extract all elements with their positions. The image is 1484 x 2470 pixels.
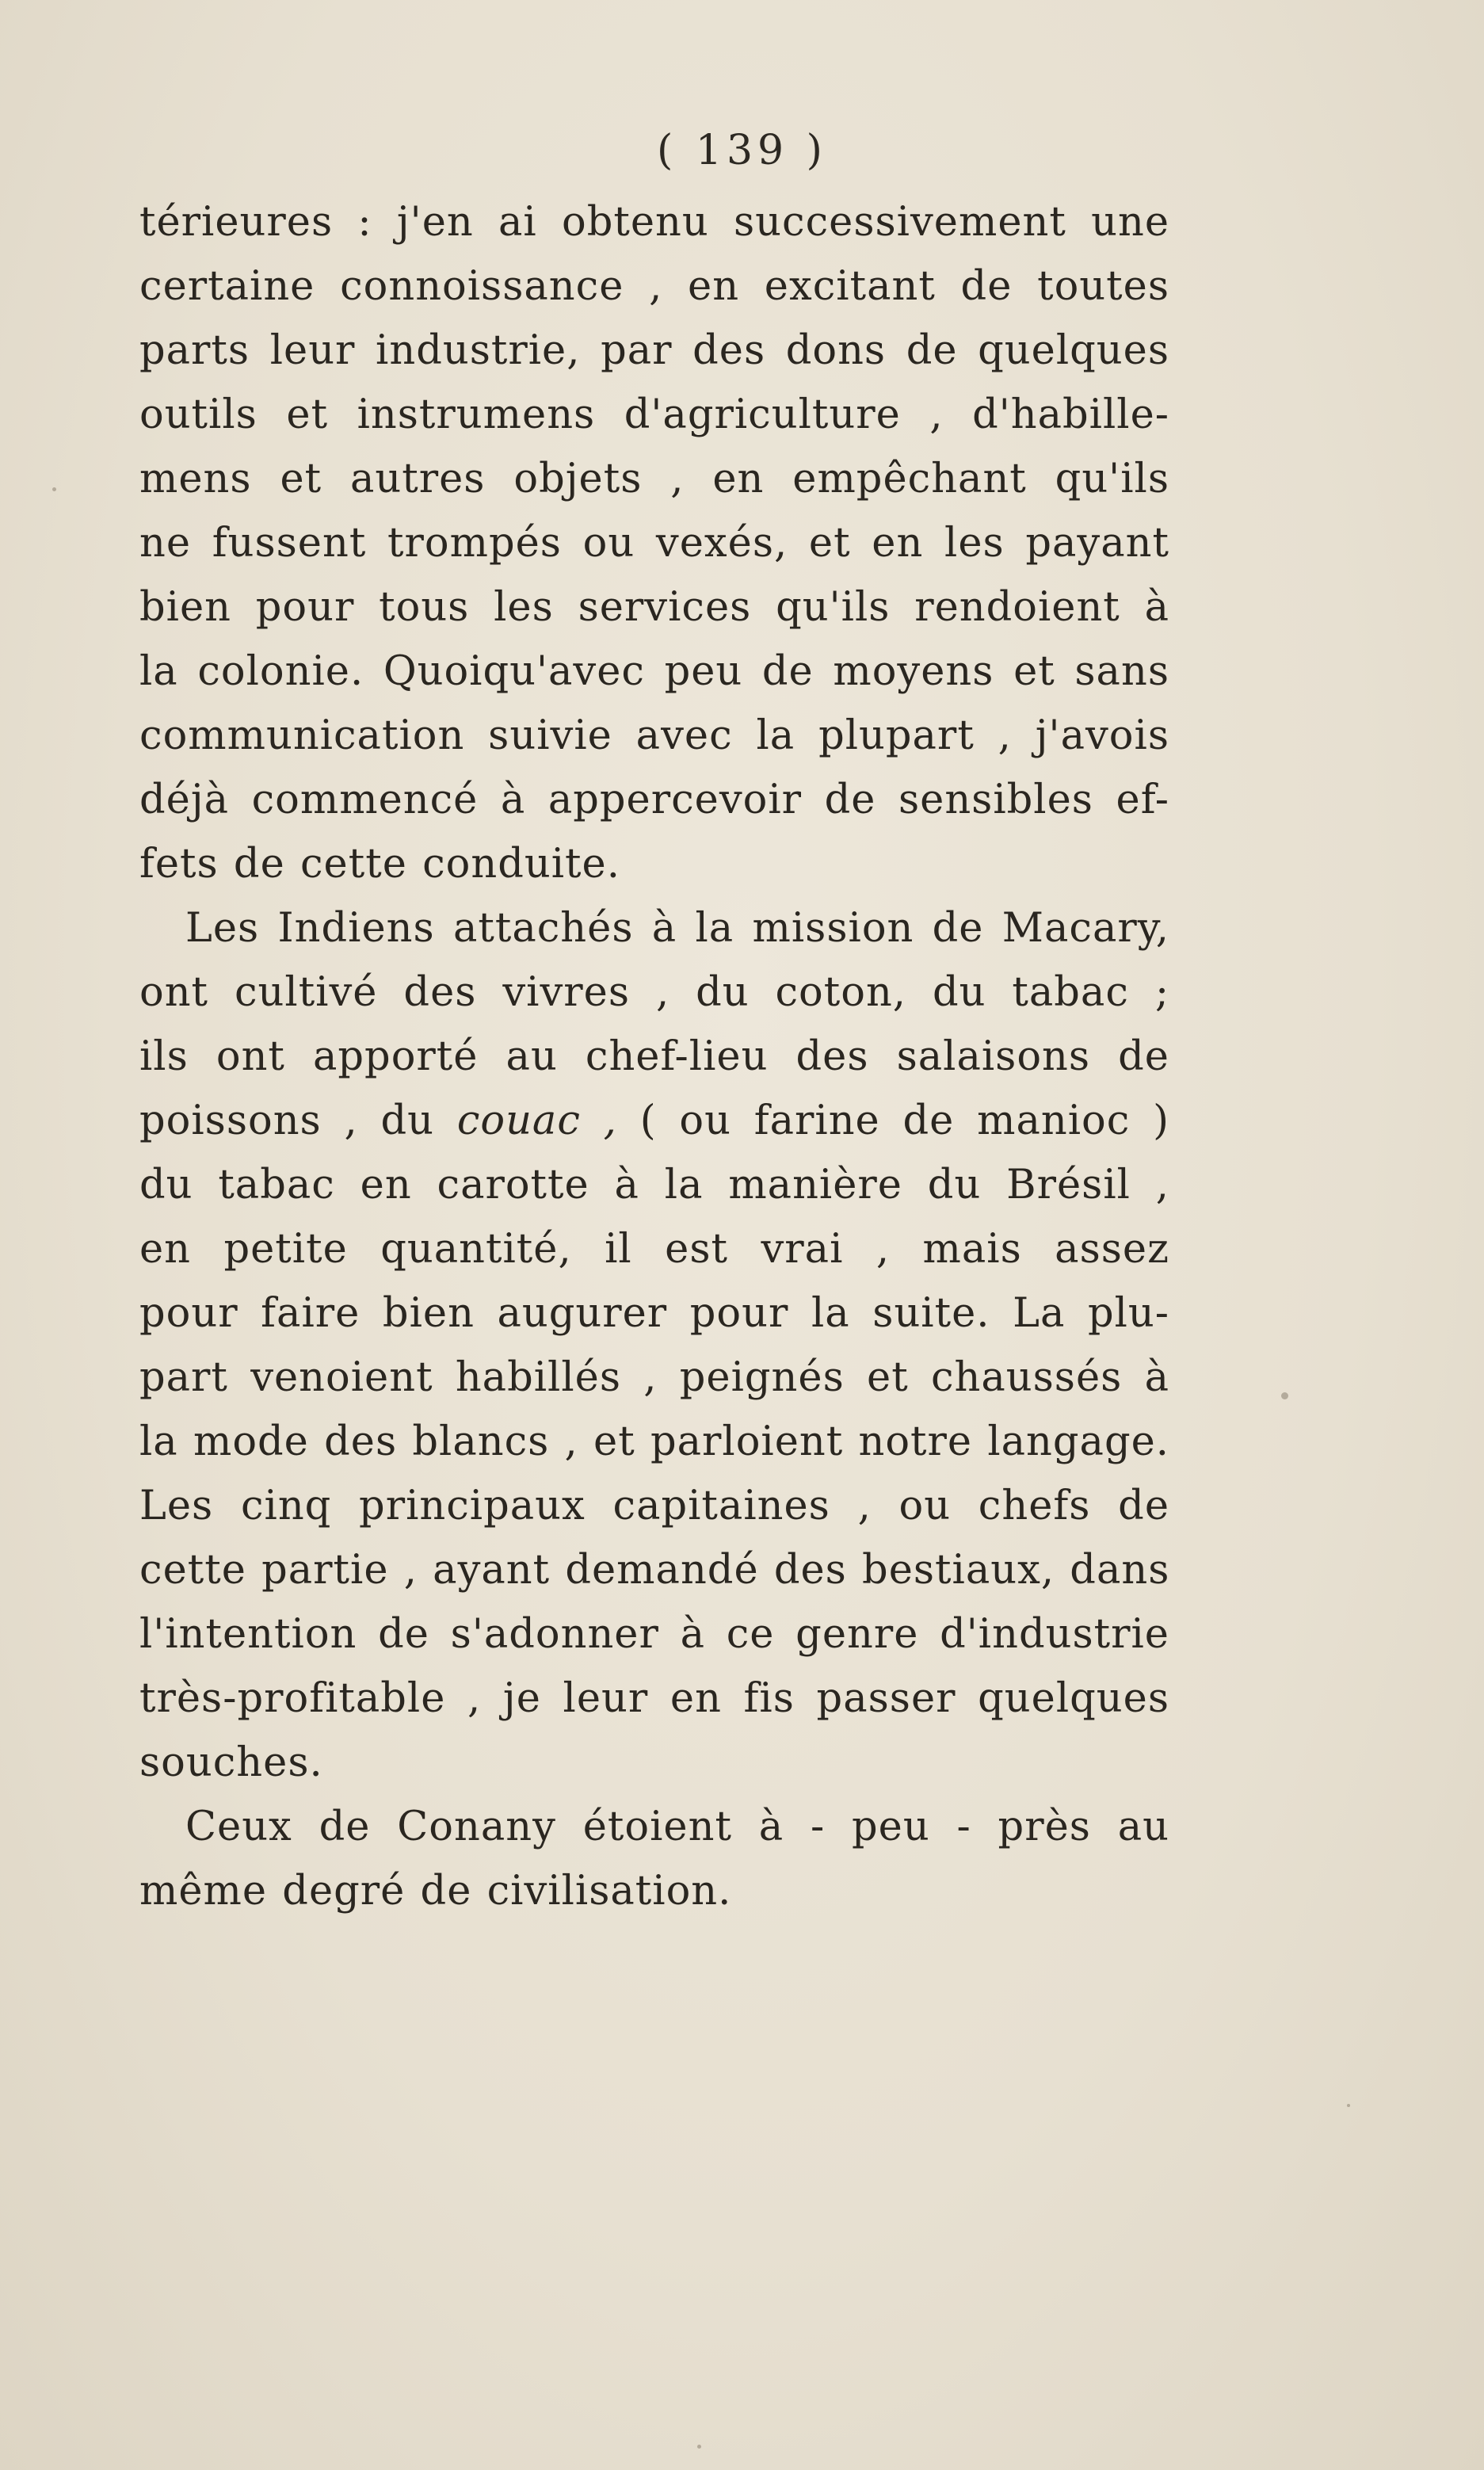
text-line: pour faire bien augurer pour la suite. La plu- [139,1290,1169,1337]
body-text [139,190,1169,1923]
text-line: Les cinq principaux capitaines , ou chefs de [139,1483,1169,1529]
page-number: ( 139 ) [657,127,827,174]
paper-speck [1347,2104,1350,2107]
text-line: du tabac en carotte à la manière du Brésil , [139,1162,1169,1208]
text-line-mixed [139,1089,1169,1153]
text-line: souches. [139,1739,323,1786]
paper-speck [52,487,56,491]
paper-speck [1281,1392,1288,1399]
text-line: bien pour tous les services qu'ils rendoient à [139,584,1169,631]
text-line: ils ont apporté au chef-lieu des salaisons de [139,1033,1169,1080]
text-line: en petite quantité, il est vrai , mais assez [139,1226,1169,1273]
text-line: parts leur industrie, par des dons de quelques [139,327,1169,374]
text-line: mens et autres objets , en empêchant qu'ils [139,456,1169,502]
paper-speck [697,2445,701,2449]
text-line: l'intention de s'adonner à ce genre d'industrie [139,1611,1169,1658]
text-line: très-profitable , je leur en fis passer quelques [139,1675,1169,1722]
text-line: Les Indiens attachés à la mission de Macary, [185,905,1169,952]
text-line: fets de cette conduite. [139,841,620,888]
text-line: part venoient habillés , peignés et chaussés à [139,1354,1169,1401]
italic-term: couac , [456,1098,617,1144]
text-line: certaine connoissance , en excitant de toutes [139,263,1169,310]
text-line: même degré de civilisation. [139,1868,732,1915]
text-line: déjà commencé à appercevoir de sensibles ef- [139,777,1169,823]
text-line: cette partie , ayant demandé des bestiaux, dans [139,1547,1170,1594]
text-segment: ( ou farine de manioc ) [616,1098,1169,1144]
text-line: communication suivie avec la plupart , j'avois [139,712,1169,759]
text-segment: poissons , du [139,1098,457,1144]
text-line: la mode des blancs , et parloient notre langage. [139,1418,1169,1465]
text-line: la colonie. Quoiqu'avec peu de moyens et sans [139,648,1169,695]
text-line: ont cultivé des vivres , du coton, du tabac ; [139,969,1169,1016]
text-line: ne fussent trompés ou vexés, et en les payant [139,520,1169,567]
text-line: térieures : j'en ai obtenu successivement une [139,199,1169,246]
text-line: outils et instrumens d'agriculture , d'habille- [139,391,1169,438]
text-line: Ceux de Conany étoient à - peu - près au [185,1804,1169,1850]
